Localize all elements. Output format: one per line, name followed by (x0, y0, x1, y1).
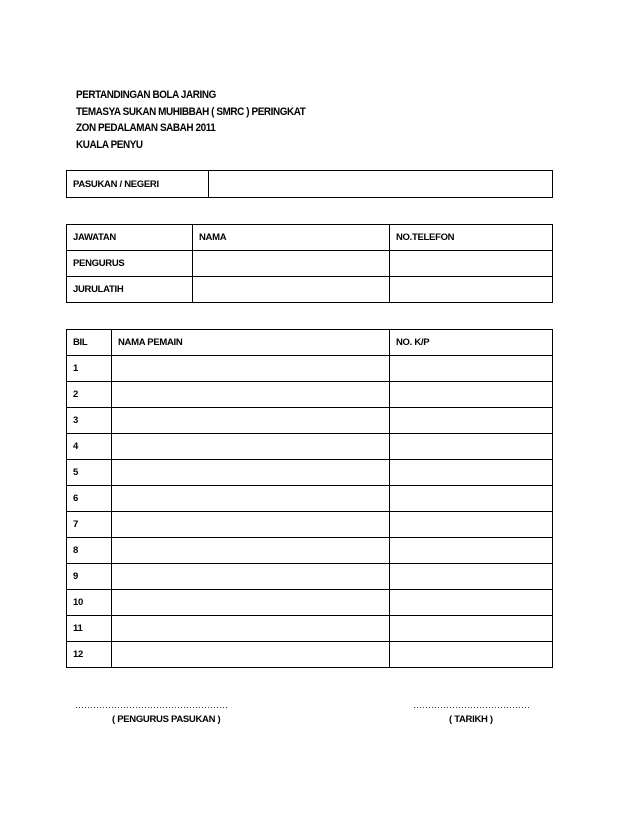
form-header (76, 87, 305, 153)
staff-role: JURULATIH (67, 277, 193, 303)
staff-row (67, 251, 553, 277)
player-name-field[interactable] (112, 356, 390, 382)
team-label: PASUKAN / NEGERI (67, 171, 209, 198)
player-row (67, 382, 553, 408)
team-row (67, 171, 553, 198)
player-row (67, 538, 553, 564)
player-ic-field[interactable] (390, 486, 553, 512)
staff-header-phone: NO.TELEFON (390, 225, 553, 251)
player-ic-field[interactable] (390, 356, 553, 382)
player-number: 8 (67, 538, 112, 564)
staff-name-field[interactable] (193, 277, 390, 303)
player-name-field[interactable] (112, 538, 390, 564)
player-number: 3 (67, 408, 112, 434)
players-table (66, 329, 553, 668)
player-ic-field[interactable] (390, 564, 553, 590)
staff-phone-field[interactable] (390, 251, 553, 277)
player-number: 9 (67, 564, 112, 590)
player-number: 10 (67, 590, 112, 616)
player-name-field[interactable] (112, 382, 390, 408)
player-name-field[interactable] (112, 642, 390, 668)
header-line-3: ZON PEDALAMAN SABAH 2011 (76, 122, 216, 134)
signature-line-manager[interactable]: …………………………………………… (75, 700, 228, 710)
player-ic-field[interactable] (390, 408, 553, 434)
player-name-field[interactable] (112, 512, 390, 538)
staff-row (67, 277, 553, 303)
header-line-2: TEMASYA SUKAN MUHIBBAH ( SMRC ) PERINGKAT (76, 105, 306, 118)
staff-role: PENGURUS (67, 251, 193, 277)
player-name-field[interactable] (112, 486, 390, 512)
player-name-field[interactable] (112, 616, 390, 642)
team-value-field[interactable] (209, 171, 553, 198)
player-number: 7 (67, 512, 112, 538)
player-row (67, 590, 553, 616)
player-name-field[interactable] (112, 434, 390, 460)
staff-phone-field[interactable] (390, 277, 553, 303)
player-row (67, 564, 553, 590)
player-ic-field[interactable] (390, 642, 553, 668)
player-ic-field[interactable] (390, 382, 553, 408)
player-ic-field[interactable] (390, 460, 553, 486)
team-table (66, 170, 553, 198)
player-number: 1 (67, 356, 112, 382)
header-line-1: PERTANDINGAN BOLA JARING (76, 89, 216, 101)
player-number: 5 (67, 460, 112, 486)
players-header-name: NAMA PEMAIN (112, 330, 390, 356)
player-number: 12 (67, 642, 112, 668)
player-ic-field[interactable] (390, 538, 553, 564)
player-row (67, 616, 553, 642)
player-ic-field[interactable] (390, 616, 553, 642)
player-number: 4 (67, 434, 112, 460)
staff-header-row (67, 225, 553, 251)
staff-header-role: JAWATAN (67, 225, 193, 251)
player-row (67, 486, 553, 512)
player-row (67, 356, 553, 382)
players-header-ic: NO. K/P (390, 330, 553, 356)
player-row (67, 460, 553, 486)
staff-name-field[interactable] (193, 251, 390, 277)
player-number: 2 (67, 382, 112, 408)
player-row (67, 434, 553, 460)
signature-label-date: ( TARIKH ) (449, 714, 493, 725)
staff-table (66, 224, 553, 303)
players-header-no: BIL (67, 330, 112, 356)
signature-line-date[interactable]: ………………………………… (413, 700, 530, 710)
player-name-field[interactable] (112, 408, 390, 434)
player-row (67, 408, 553, 434)
players-header-row (67, 330, 553, 356)
player-ic-field[interactable] (390, 512, 553, 538)
player-name-field[interactable] (112, 460, 390, 486)
player-row (67, 512, 553, 538)
player-number: 6 (67, 486, 112, 512)
player-ic-field[interactable] (390, 434, 553, 460)
signature-label-manager: ( PENGURUS PASUKAN ) (112, 714, 221, 725)
player-name-field[interactable] (112, 564, 390, 590)
player-ic-field[interactable] (390, 590, 553, 616)
player-row (67, 642, 553, 668)
header-line-4: KUALA PENYU (76, 138, 143, 151)
staff-header-name: NAMA (193, 225, 390, 251)
player-name-field[interactable] (112, 590, 390, 616)
player-number: 11 (67, 616, 112, 642)
